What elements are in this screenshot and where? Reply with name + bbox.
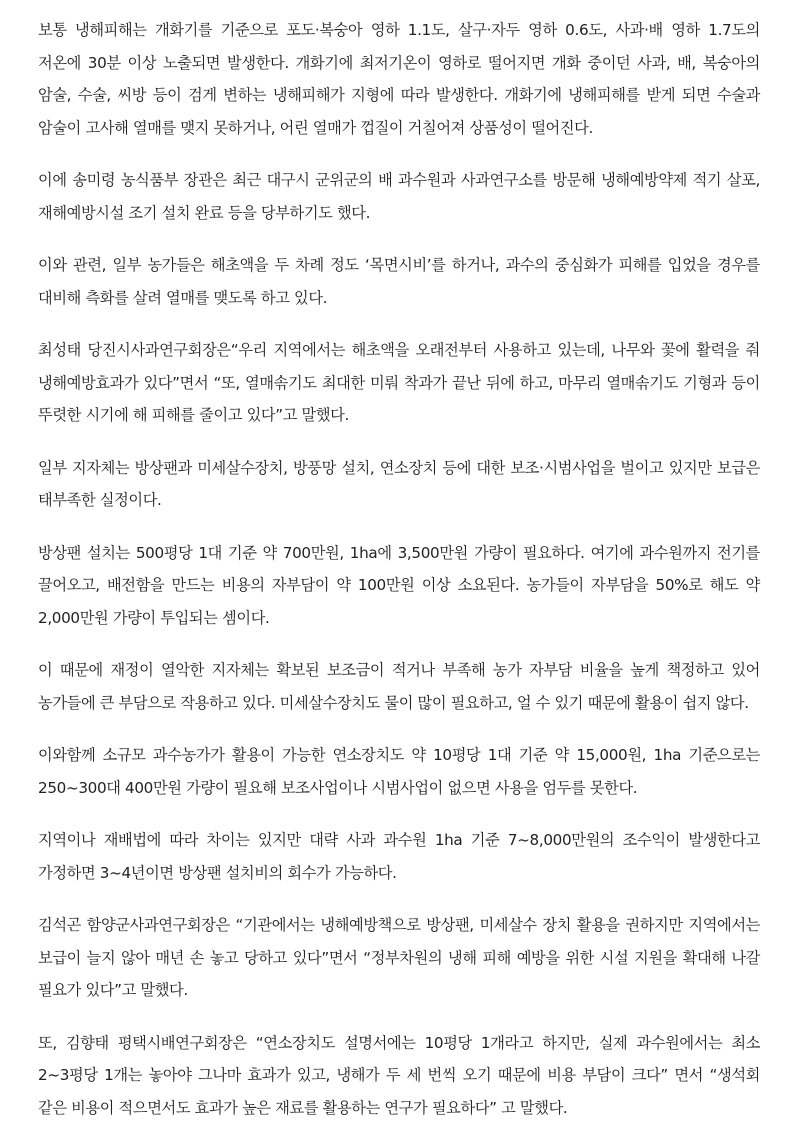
paragraph: 또, 김향태 평택시배연구회장은 “연소장치도 설명서에는 10평당 1개라고 하지만, 실제 과수원에서는 최소 2~3평당 1개는 놓아야 그나마 효과가 있고, 냉해가 두 세 번씩 오기 때문에 비용 부담이 크다” 면서 “생석회 같은 비용이 적으면서도 효과가 높은 재료를 활용하는 연구가 필요하다” 고 말했다. [38,1033,760,1117]
article-body [38,14,760,1144]
paragraph: 보통 냉해피해는 개화기를 기준으로 포도·복숭아 영하 1.1도, 살구·자두 영하 0.6도, 사과·배 영하 1.7도의 저온에 30분 이상 노출되면 발생한다. 개화기에 최저기온이 영하로 떨어지면 개화 중이던 사과, 배, 복숭아의 암술, 수술, 씨방 등이 검게 변하는 냉해피해가 지형에 따라 발생한다. 개화기에 냉해피해를 받게 되면 수술과 암술이 고사해 열매를 맺지 못하거나, 어린 열매가 껍질이 거칠어져 상품성이 떨어진다. [38,21,760,137]
paragraph: 최성태 당진시사과연구회장은“우리 지역에서는 해초액을 오래전부터 사용하고 있는데, 나무와 꽃에 활력을 줘 냉해예방효과가 있다”면서 “또, 열매솎기도 최대한 미뤄 착과가 끝난 뒤에 하고, 마무리 열매솎기도 기형과 등이 뚜렷한 시기에 해 피해를 줄이고 있다”고 말했다. [38,341,760,424]
paragraph: 일부 지자체는 방상팬과 미세살수장치, 방풍망 설치, 연소장치 등에 대한 보조·시범사업을 벌이고 있지만 보급은 태부족한 실정이다. [38,458,760,509]
paragraph: 김석곤 함양군사과연구회장은 “기관에서는 냉해예방책으로 방상팬, 미세살수 장치 활용을 권하지만 지역에서는 보급이 늘지 않아 매년 손 놓고 당하고 있다”면서 “정부차원의 냉해 피해 예방을 위한 시설 지원을 확대해 나갈 필요가 있다”고 말했다. [38,916,760,999]
paragraph: 이 때문에 재정이 열악한 지자체는 확보된 보조금이 적거나 부족해 농가 자부담 비율을 높게 책정하고 있어 농가들에 큰 부담으로 작용하고 있다. 미세살수장치도 물이 많이 필요하고, 얼 수 있기 때문에 활용이 쉽지 않다. [38,661,760,712]
paragraph: 방상팬 설치는 500평당 1대 기준 약 700만원, 1ha에 3,500만원 가량이 필요하다. 여기에 과수원까지 전기를 끌어오고, 배전함을 만드는 비용의 자부담이 약 100만원 이상 소요된다. 농가들이 자부담을 50%로 해도 약 2,000만원 가량이 투입되는 셈이다. [38,543,760,627]
paragraph: 지역이나 재배법에 따라 차이는 있지만 대략 사과 과수원 1ha 기준 7~8,000만원의 조수익이 발생한다고 가정하면 3~4년이면 방상팬 설치비의 회수가 가능하다. [38,831,760,882]
paragraph: 이와함께 소규모 과수농가가 활용이 가능한 연소장치도 약 10평당 1대 기준 약 15,000원, 1ha 기준으로는 250~300대 400만원 가량이 필요해 보조사업이나 시범사업이 없으면 사용을 엄두를 못한다. [38,746,760,797]
paragraph: 이에 송미령 농식품부 장관은 최근 대구시 군위군의 배 과수원과 사과연구소를 방문해 냉해예방약제 적기 살포, 재해예방시설 조기 설치 완료 등을 당부하기도 했다. [38,171,760,222]
paragraph: 이와 관련, 일부 농가들은 해초액을 두 차례 정도 ‘목면시비’를 하거나, 과수의 중심화가 피해를 입었을 경우를 대비해 측화를 살려 열매를 맺도록 하고 있다. [38,256,760,307]
